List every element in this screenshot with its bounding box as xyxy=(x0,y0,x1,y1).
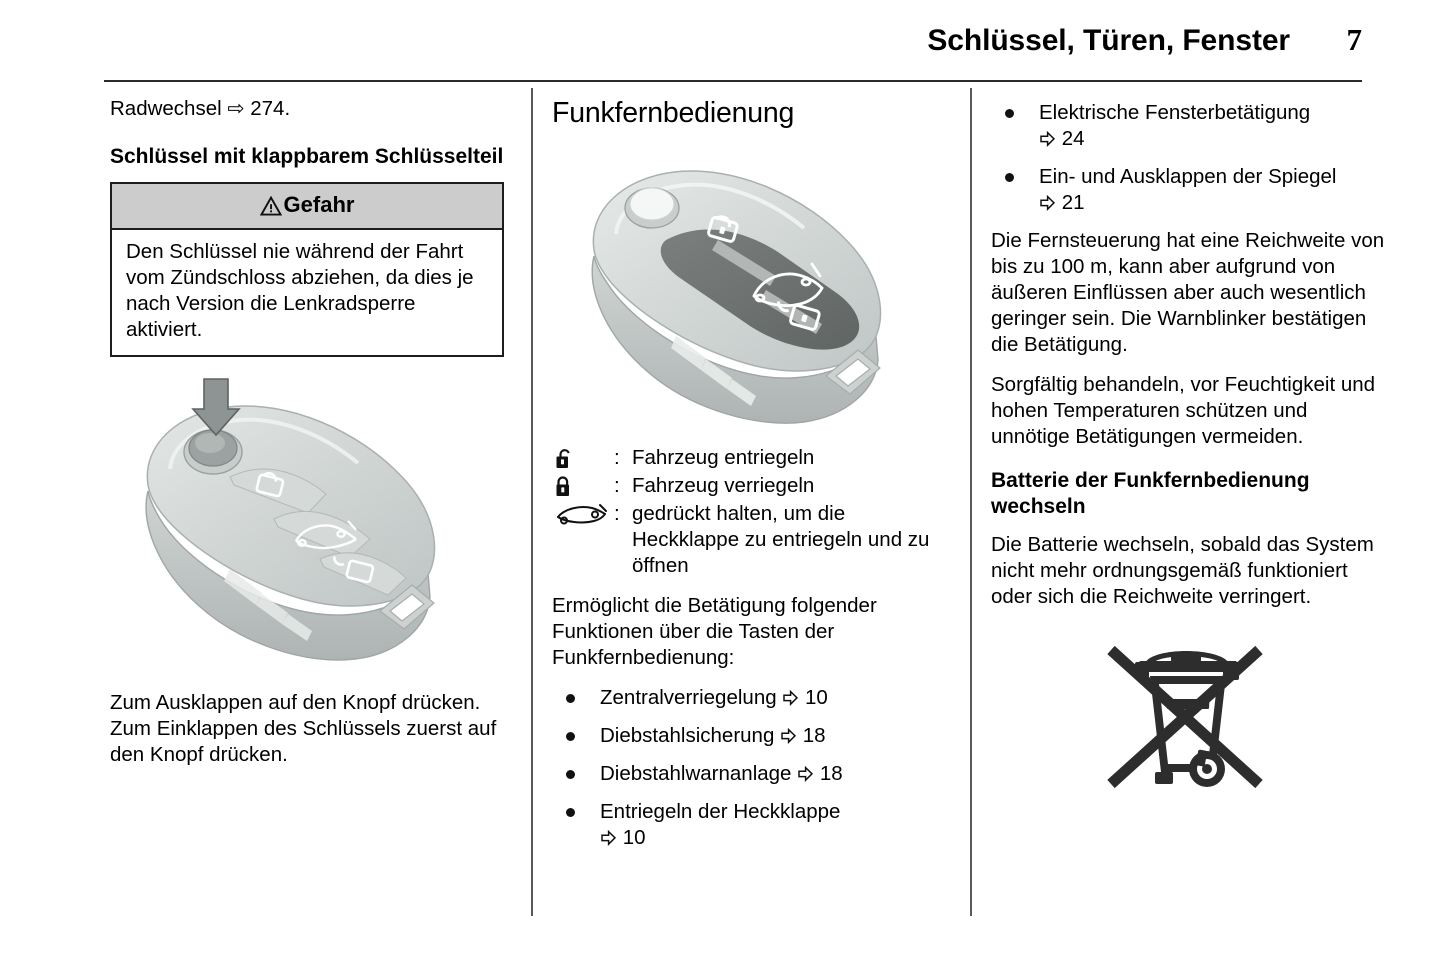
list-item-label: Elektrische Fensterbetätigung xyxy=(1039,101,1311,124)
list-item-page-ref: 10 xyxy=(622,826,646,849)
bullet-dot xyxy=(1005,173,1014,182)
danger-warning-box xyxy=(110,182,504,357)
bullet-dot xyxy=(1005,109,1014,118)
column-2 xyxy=(552,96,950,863)
column-divider-1 xyxy=(531,88,533,916)
legend-row-tailgate xyxy=(552,501,950,579)
list-item xyxy=(991,100,1389,152)
list-item-label: Ein- und Ausklappen der Spiegel xyxy=(1039,165,1337,188)
column-3 xyxy=(991,96,1389,814)
list-item xyxy=(552,761,950,787)
cross-reference-arrow-icon xyxy=(781,725,796,741)
cross-reference-arrow-icon xyxy=(798,763,813,779)
figure-remote-control-key xyxy=(570,148,950,433)
fold-instructions-text: Zum Ausklappen auf den Knopf drücken. Zum Einklappen des Schlüssels zuerst auf den Knopf drücken. xyxy=(110,691,497,766)
list-item-label: Diebstahlsicherung xyxy=(600,724,775,747)
list-item-page-ref: 18 xyxy=(802,724,826,747)
figure-weee-symbol xyxy=(1101,632,1389,802)
cross-reference-arrow-icon xyxy=(1040,128,1055,144)
legend-text-tailgate: gedrückt halten, um die Heckklappe zu entriegeln und zu öffnen xyxy=(632,502,930,577)
page-title: Schlüssel, Türen, Fenster xyxy=(927,24,1290,57)
warning-triangle-icon xyxy=(260,196,282,216)
list-item-page-ref: 21 xyxy=(1061,191,1085,214)
padlock-open-icon xyxy=(552,445,614,473)
car-tailgate-icon xyxy=(552,501,614,529)
legend-row-unlock xyxy=(552,445,950,473)
list-item xyxy=(552,799,950,851)
figure-key-with-folding-blade xyxy=(112,373,508,678)
legend-colon: : xyxy=(614,502,620,525)
bullet-dot xyxy=(566,770,575,779)
functions-list xyxy=(552,685,950,851)
danger-warning-header xyxy=(112,184,502,230)
legend-text-lock: Fahrzeug verriegeln xyxy=(632,474,815,497)
legend-row-lock xyxy=(552,473,950,501)
padlock-closed-icon xyxy=(552,473,614,501)
page-number: 7 xyxy=(1346,22,1362,57)
top-functions-list xyxy=(991,100,1389,216)
range-paragraph: Die Fernsteuerung hat eine Reichweite von bis zu 100 m, kann aber aufgrund von äußeren Einflüssen aber auch wesentlich geringer sein. Die Warnblinker bestätigen die Betätigung. xyxy=(991,229,1385,356)
list-item xyxy=(991,164,1389,216)
list-item xyxy=(552,685,950,711)
column-1 xyxy=(110,96,508,782)
legend-text-unlock: Fahrzeug entriegeln xyxy=(632,446,815,469)
section-heading-battery-replacement: Batterie der Funkfernbedienung wechseln xyxy=(991,469,1310,518)
cross-reference-arrow-icon xyxy=(783,687,798,703)
section-heading-key-with-folding-blade: Schlüssel mit klappbarem Schlüsselteil xyxy=(110,145,504,168)
list-item xyxy=(552,723,950,749)
functions-intro-text: Ermöglicht die Betätigung folgender Funktionen über die Tasten der Funkfernbedienung: xyxy=(552,594,877,669)
key-fob-illustration-2 xyxy=(570,148,930,428)
list-item-page-ref: 24 xyxy=(1061,127,1085,150)
crossed-out-wheeled-bin-icon xyxy=(1101,632,1276,797)
cross-reference-line: Radwechsel ⇨ 274. xyxy=(110,97,291,120)
bullet-dot xyxy=(566,694,575,703)
bullet-dot xyxy=(566,808,575,817)
danger-warning-title-text: Gefahr xyxy=(283,192,355,217)
bullet-dot xyxy=(566,732,575,741)
legend-colon: : xyxy=(614,446,620,469)
page-header xyxy=(104,24,1362,82)
list-item-page-ref: 10 xyxy=(805,686,828,709)
key-fob-illustration-1 xyxy=(112,373,502,673)
legend-colon: : xyxy=(614,474,620,497)
cross-reference-arrow-icon xyxy=(1040,192,1055,208)
list-item-label: Entriegeln der Heckklappe xyxy=(600,800,841,823)
button-legend xyxy=(552,445,950,579)
list-item-label: Zentralverriegelung xyxy=(600,686,777,709)
column-divider-2 xyxy=(970,88,972,916)
list-item-page-ref: 18 xyxy=(819,762,843,785)
danger-warning-body-text: Den Schlüssel nie während der Fahrt vom Zündschloss abziehen, da dies je nach Version die Lenkradsperre aktiviert. xyxy=(126,240,474,341)
care-paragraph: Sorgfältig behandeln, vor Feuchtigkeit und hohen Temperaturen schützen und unnötige Betätigungen vermeiden. xyxy=(991,373,1376,448)
battery-paragraph: Die Batterie wechseln, sobald das System nicht mehr ordnungsgemäß funktioniert oder sich die Reichweite verringert. xyxy=(991,533,1374,608)
header-rule xyxy=(104,80,1362,82)
list-item-label: Diebstahlwarnanlage xyxy=(600,762,792,785)
chapter-heading-remote-control: Funkfernbedienung xyxy=(552,97,795,129)
cross-reference-arrow-icon xyxy=(601,827,616,843)
